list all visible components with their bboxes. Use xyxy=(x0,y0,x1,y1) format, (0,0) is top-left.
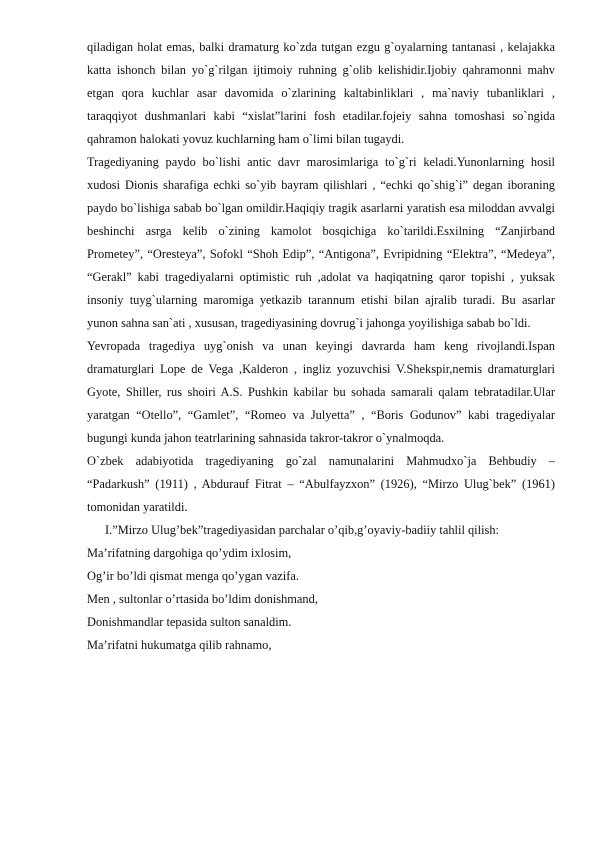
poem-line: Men , sultonlar o’rtasida bo’ldim donishmand, xyxy=(87,592,318,606)
poem-line: Ma’rifatni hukumatga qilib rahnamo, xyxy=(87,638,272,652)
poem-line: Donishmandlar tepasida sulton sanaldim. xyxy=(87,615,292,629)
paragraph-tragedy-ending: qiladigan holat emas, balki dramaturg ko`zda tutgan ezgu g`oyalarning tantanasi , kelajakka katta ishonch bilan yo`g`rilgan ijtimoiy ruhning g`olib kelishidir.Ijobiy qahramonni mahv etgan qora kuchlar asar davomida o`zlarining kaltabinliklari , ma`naviy tubanliklari , taraqqiyot dushmanlari kabi “xislat”larini fosh etadilar.fojeiy sahna tomoshasi so`ngida qahramon halokati yovuz kuchlarning ham o`limi bilan tugaydi. xyxy=(87,40,555,146)
poem-line: Og’ir bo’ldi qismat menga qo’ygan vazifa. xyxy=(87,569,299,583)
section-heading: I.”Mirzo Ulug’bek”tragediyasidan parchalar o’qib,g’oyaviy-badiiy tahlil qilish: xyxy=(105,523,499,537)
paragraph-tragedy-origin: Tragediyaning paydo bo`lishi antic davr marosimlariga to`g`ri keladi.Yunonlarning hosil xudosi Dionis sharafiga echki so`yib bayram qilishlari , “echki qo`shig`i” degan iboraning paydo bo`lishiga sabab bo`lgan omildir.Haqiqiy tragik asarlarni yaratish esa miloddan avvalgi beshinchi asrga kelib o`zining kamolot bosqichiga ko`tarildi.Esxilning “Zanjirband Prometey”, “Oresteya”, Sofokl “Shoh Edip”, “Antigona”, Evripidning “Elektra”, “Medeya”, “Gerakl” kabi tragediyalarni optimistic ruh ,adolat va haqiqatning qaror topishi , yuksak insoniy tuyg`ularning maromiga yetkazib tarannum etishi bilan ajralib turadi. Bu asarlar yunon sahna san`ati , xususan, tragediyasining dovrug`i jahonga yoyilishiga sabab bo`ldi. xyxy=(87,155,555,330)
poem-line: Ma’rifatning dargohiga qo’ydim ixlosim, xyxy=(87,546,292,560)
paragraph-uzbek-tragedy: O`zbek adabiyotida tragediyaning go`zal namunalarini Mahmudxo`ja Behbudiy – “Padarkush” (1911) , Abdurauf Fitrat – “Abulfayzxon” (1926), “Mirzo Ulug`bek” (1961) tomonidan yaratildi. xyxy=(87,454,555,514)
document-page xyxy=(87,36,555,657)
paragraph-europe-tragedy: Yevropada tragediya uyg`onish va unan keyingi davrarda ham keng rivojlandi.Ispan dramaturglari Lope de Vega ,Kalderon , ingliz yozuvchisi V.Shekspir,nemis dramaturglari Gyote, Shiller, rus shoiri A.S. Pushkin kabilar bu sohada samarali qalam tebratadilar.Ular yaratgan “Otello”, “Gamlet”, “Romeo va Julyetta” , “Boris Godunov” kabi tragediyalar bugungi kunda jahon teatrlarining sahnasida takror-takror o`ynalmoqda. xyxy=(87,339,555,445)
